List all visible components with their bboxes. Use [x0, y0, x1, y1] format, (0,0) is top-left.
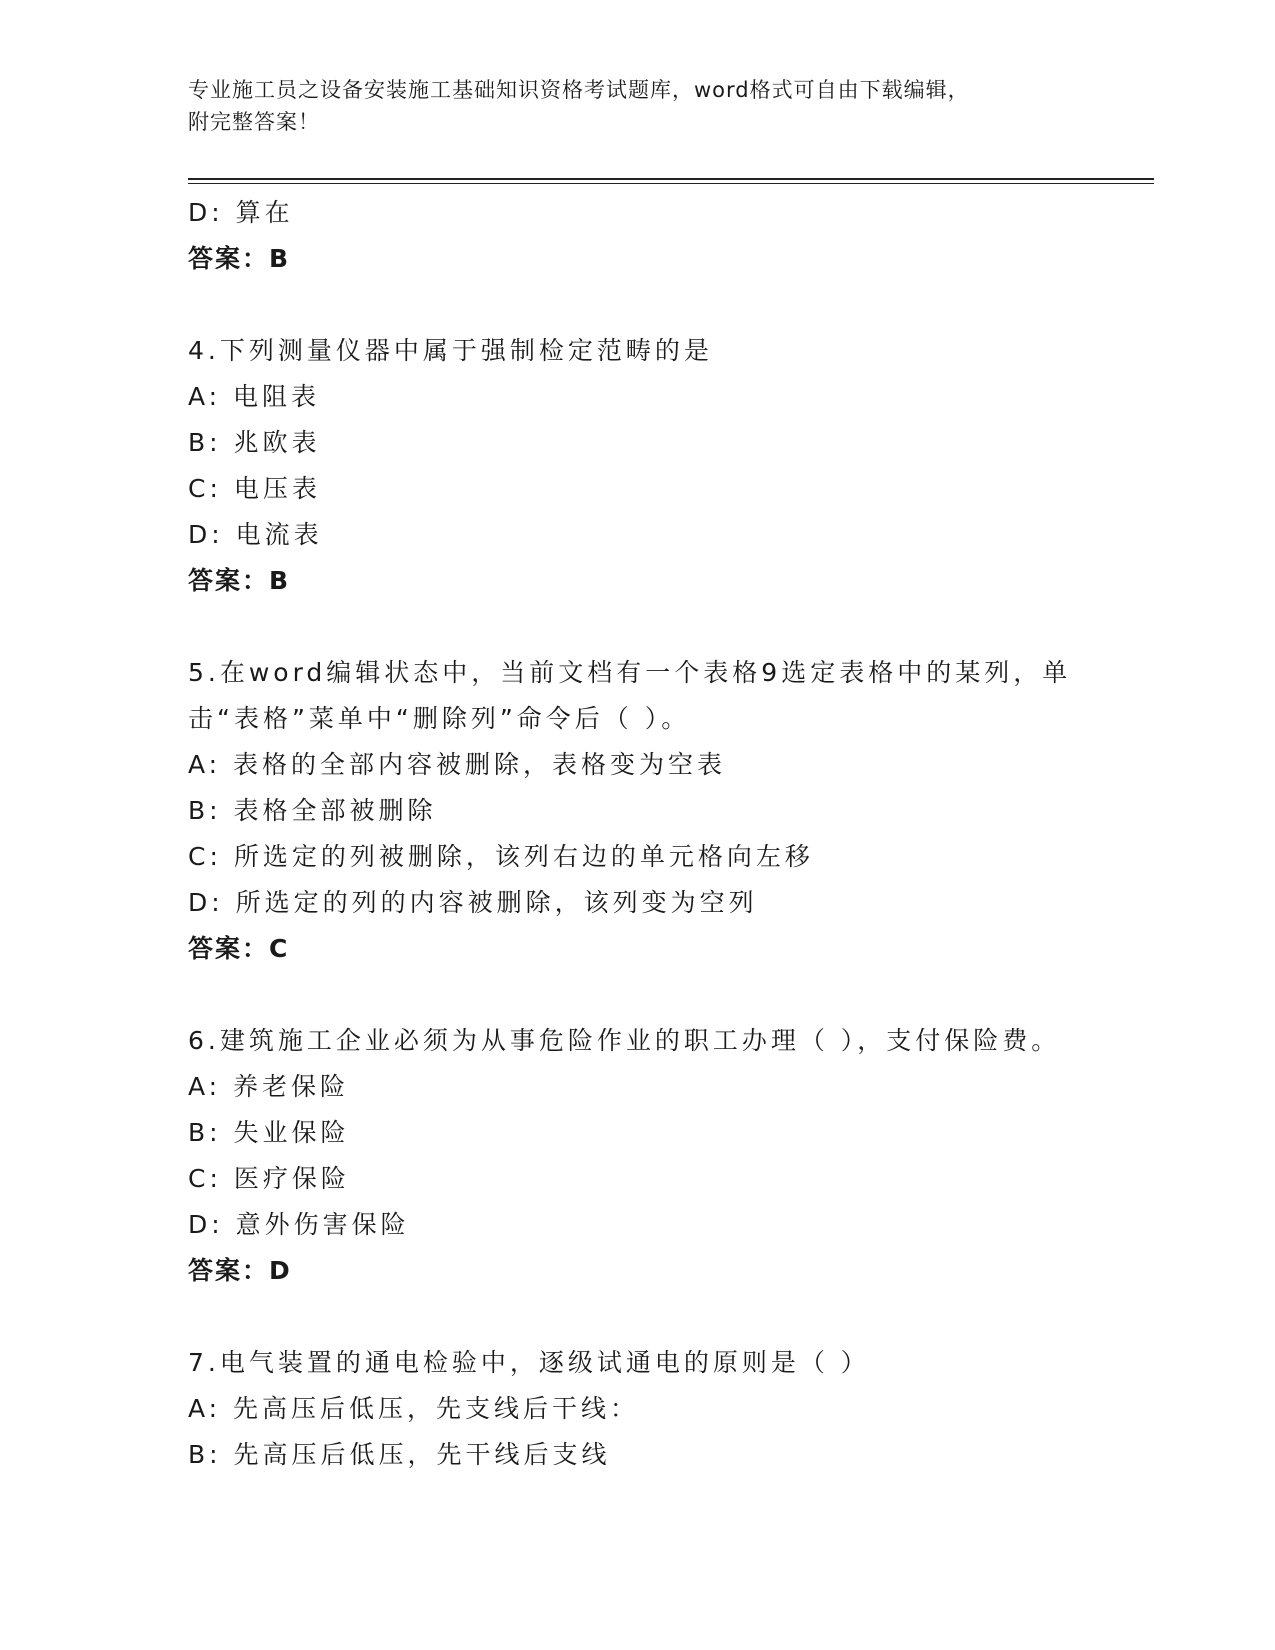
answer: 答案：D	[188, 1256, 292, 1285]
option-d: D: 电流表	[188, 520, 323, 549]
question-stem: 6.建筑施工企业必须为从事危险作业的职工办理（ ），支付保险费。	[188, 1026, 1061, 1055]
header-divider-thin	[188, 183, 1154, 184]
header-divider-thick	[188, 178, 1154, 180]
option-a: A: 表格的全部内容被删除，表格变为空表	[188, 750, 727, 779]
option-c: C: 电压表	[188, 474, 321, 503]
document-header	[188, 74, 1088, 138]
prev-answer: 答案：B	[188, 244, 291, 273]
option-d: D: 所选定的列的内容被删除，该列变为空列	[188, 888, 758, 917]
option-a: A: 电阻表	[188, 382, 321, 411]
header-line-1: 专业施工员之设备安装施工基础知识资格考试题库，word格式可自由下载编辑，	[188, 78, 970, 102]
question-stem: 5.在word编辑状态中，当前文档有一个表格9选定表格中的某列，单	[188, 658, 1072, 687]
answer: 答案：B	[188, 566, 291, 595]
option-c: C: 所选定的列被删除，该列右边的单元格向左移	[188, 842, 814, 871]
option-a: A: 养老保险	[188, 1072, 350, 1101]
spacer	[188, 282, 1088, 328]
spacer	[188, 972, 1088, 1018]
option-c: C: 医疗保险	[188, 1164, 350, 1193]
option-d: D: 意外伤害保险	[188, 1210, 410, 1239]
prev-option-d: D: 算在	[188, 198, 294, 227]
spacer	[188, 1294, 1088, 1340]
option-a: A: 先高压后低压，先支线后干线：	[188, 1394, 640, 1423]
header-line-2: 附完整答案！	[188, 110, 320, 134]
question-stem: 7.电气装置的通电检验中，逐级试通电的原则是（ ）	[188, 1348, 870, 1377]
option-b: B: 失业保险	[188, 1118, 350, 1147]
spacer	[188, 604, 1088, 650]
answer: 答案：C	[188, 934, 290, 963]
option-b: B: 表格全部被删除	[188, 796, 437, 825]
question-stem: 4.下列测量仪器中属于强制检定范畴的是	[188, 336, 713, 365]
question-stem-continued: 击“表格”菜单中“删除列”命令后（ ）。	[188, 704, 691, 733]
option-b: B: 先高压后低压，先干线后支线	[188, 1440, 611, 1469]
option-b: B: 兆欧表	[188, 428, 321, 457]
question-list	[188, 190, 1088, 1478]
